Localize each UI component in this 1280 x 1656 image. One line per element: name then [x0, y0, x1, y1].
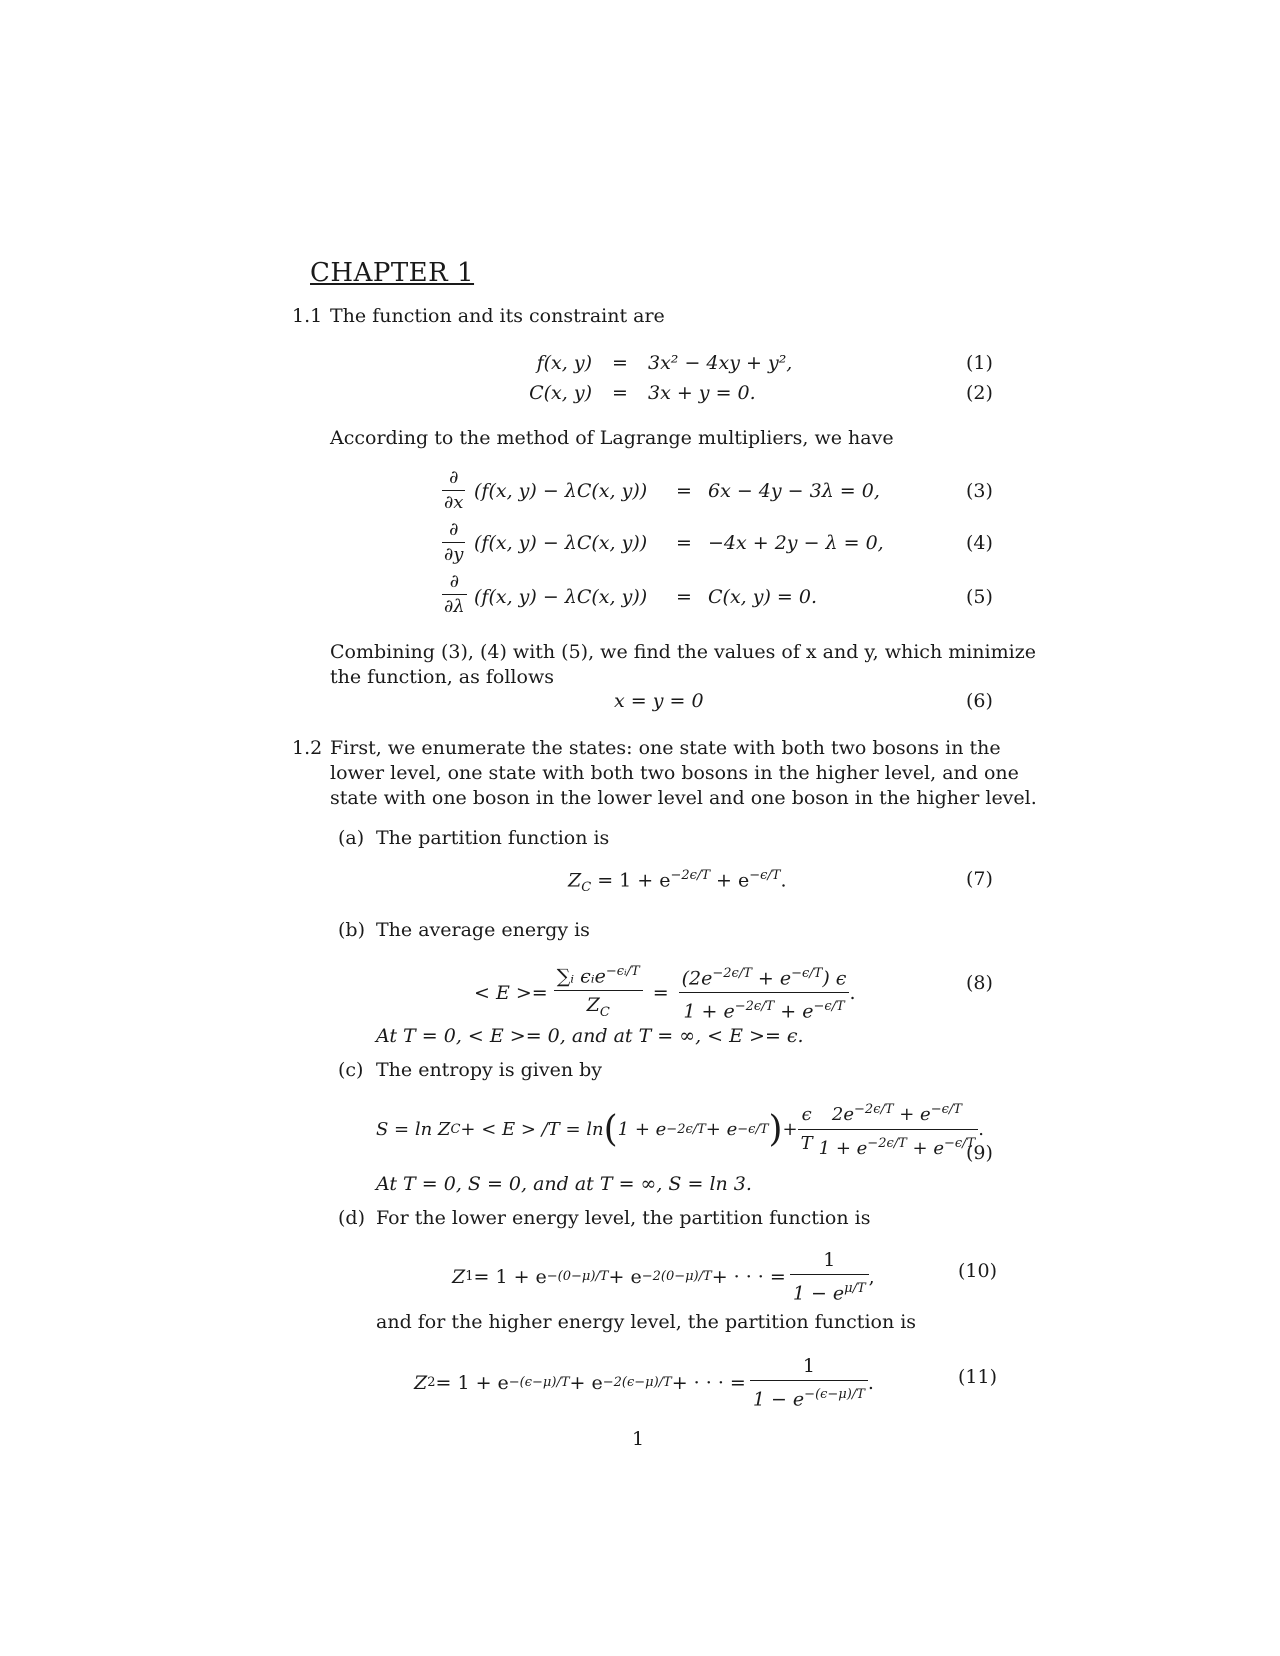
item-d-text-2: and for the higher energy level, the partition function is — [376, 1311, 917, 1333]
eq5-partial-fraction: ∂ ∂λ — [444, 571, 465, 617]
item-c-text: The entropy is given by — [376, 1059, 603, 1081]
eq8-fraction-1: $\frac{\sum ᵢ \epsilon ᵢe^{-\epsilon ᵢ/T}}{Z_C}$ — [554, 958, 643, 1027]
section-1-2-line-3: state with one boson in the lower level and one boson in the higher level. — [330, 787, 1037, 809]
eq5-equals: = — [676, 586, 692, 608]
eq1-lhs: f(x, y) — [536, 352, 592, 374]
eq6: x = y = 0 — [614, 690, 704, 712]
eq1-number: (1) — [966, 352, 993, 374]
section-1-2-line-2: lower level, one state with both two bosons in the higher level, and one — [330, 762, 1019, 784]
eq3-number: (3) — [966, 480, 993, 502]
section-1-1-intro: The function and its constraint are — [330, 305, 665, 327]
eq5-number: (5) — [966, 586, 993, 608]
eq2-rhs: 3x + y = 0. — [648, 382, 756, 404]
eq3-rhs: 6x − 4y − 3λ = 0, — [708, 480, 880, 502]
eq3-derivative — [442, 466, 465, 515]
eq3-partial-fraction: ∂ ∂x — [444, 467, 464, 513]
eq3-equals: = — [676, 480, 692, 502]
eq5-rhs: C(x, y) = 0. — [708, 586, 818, 608]
eq9-fraction-2: $\frac{2e^{-2\epsilon/T} + e^{-\epsilon/T}}{1 + e^{-2\epsilon/T} + e^{-\epsilon/T}}$ — [816, 1096, 979, 1163]
eq8-number: (8) — [966, 972, 993, 994]
eq6-number: (6) — [966, 690, 993, 712]
section-1-1-label: 1.1 — [292, 305, 323, 327]
eq5-derivative — [442, 570, 467, 619]
eq8-fraction-2: $\frac{(2e^{-2\epsilon/T} + e^{-\epsilon/T}) \epsilon}{1 + e^{-2\epsilon/T} + e^{-\epsilon/T}}$ — [679, 960, 850, 1026]
eq4-rhs: −4x + 2y − λ = 0, — [708, 532, 884, 554]
eq1-rhs: 3x² − 4xy + y², — [648, 352, 793, 374]
eq4-partial-fraction: ∂ ∂y — [444, 519, 464, 565]
eq9: S = ln Z C + < E > /T = ln ( 1 + e −2ϵ/T + e −ϵ/T ) + $\frac{\epsilon}{T}$ $\frac{2e^{-2\epsilon/T} + e^{-\epsilon/T}}{1 + e^{-2\epsilon/T} + e^{-\epsilon/T}}$ . — [376, 1096, 984, 1163]
eq8: < E >= $\frac{\sum ᵢ \epsilon ᵢe^{-\epsilon ᵢ/T}}{Z_C}$ = $\frac{(2e^{-2\epsilon/T} + e^{-\epsilon/T}) \epsilon}{1 + e^{-2\epsilon/T} + e^{-\epsilon/T}}$ . — [474, 958, 856, 1027]
item-b-text: The average energy is — [376, 919, 590, 941]
item-b-limits: At T = 0, < E >= 0, and at T = ∞, < E >= ϵ. — [376, 1025, 804, 1047]
page-number: 1 — [632, 1428, 645, 1450]
combine-line-1: Combining (3), (4) with (5), we find the values of x and y, which minimize — [330, 641, 1036, 663]
chapter-title: CHAPTER 1 — [310, 258, 475, 288]
item-c-limits: At T = 0, S = 0, and at T = ∞, S = ln 3. — [376, 1173, 752, 1195]
eq11: Z 2 = 1 + e −(ϵ−μ)/T + e −2(ϵ−μ)/T + · · · = $\frac{1}{1 - e^{-(\epsilon-\mu)/T}}$ . — [414, 1352, 874, 1413]
eq10-number: (10) — [958, 1260, 998, 1282]
section-1-2-line-1: First, we enumerate the states: one state with both two bosons in the — [330, 737, 1001, 759]
eq11-fraction: $\frac{1}{1 - e^{-(\epsilon-\mu)/T}}$ — [750, 1352, 868, 1413]
eq4-equals: = — [676, 532, 692, 554]
eq7: $Z_C = 1 + e^{-2\epsilon/T} + e^{-\epsilon/T}$. — [568, 868, 787, 896]
eq11-number: (11) — [958, 1366, 998, 1388]
lagrange-text: According to the method of Lagrange multipliers, we have — [330, 427, 894, 449]
eq10: Z 1 = 1 + e −(0−μ)/T + e −2(0−μ)/T + · · · = $\frac{1}{1 - e^{\mu/T}}$ , — [452, 1246, 875, 1307]
eq4-derivative — [442, 518, 465, 567]
item-b-label: (b) — [338, 919, 365, 941]
eq10-fraction: $\frac{1}{1 - e^{\mu/T}}$ — [790, 1246, 869, 1307]
item-a-text: The partition function is — [376, 827, 610, 849]
eq7-number: (7) — [966, 868, 993, 890]
eq1-equals: = — [612, 352, 628, 374]
eq4-paren: (f(x, y) − λC(x, y)) — [474, 532, 648, 554]
eq5-paren: (f(x, y) − λC(x, y)) — [474, 586, 648, 608]
item-d-text: For the lower energy level, the partition function is — [376, 1207, 871, 1229]
combine-line-2: the function, as follows — [330, 666, 554, 688]
item-a-label: (a) — [338, 827, 365, 849]
eq9-fraction-1: $\frac{\epsilon}{T}$ — [798, 1101, 816, 1158]
eq2-number: (2) — [966, 382, 993, 404]
item-c-label: (c) — [338, 1059, 364, 1081]
eq2-lhs: C(x, y) — [529, 382, 592, 404]
section-1-2-label: 1.2 — [292, 737, 323, 759]
item-d-label: (d) — [338, 1207, 365, 1229]
eq3-paren: (f(x, y) − λC(x, y)) — [474, 480, 648, 502]
eq9-number: (9) — [966, 1142, 993, 1164]
eq2-equals: = — [612, 382, 628, 404]
eq4-number: (4) — [966, 532, 993, 554]
